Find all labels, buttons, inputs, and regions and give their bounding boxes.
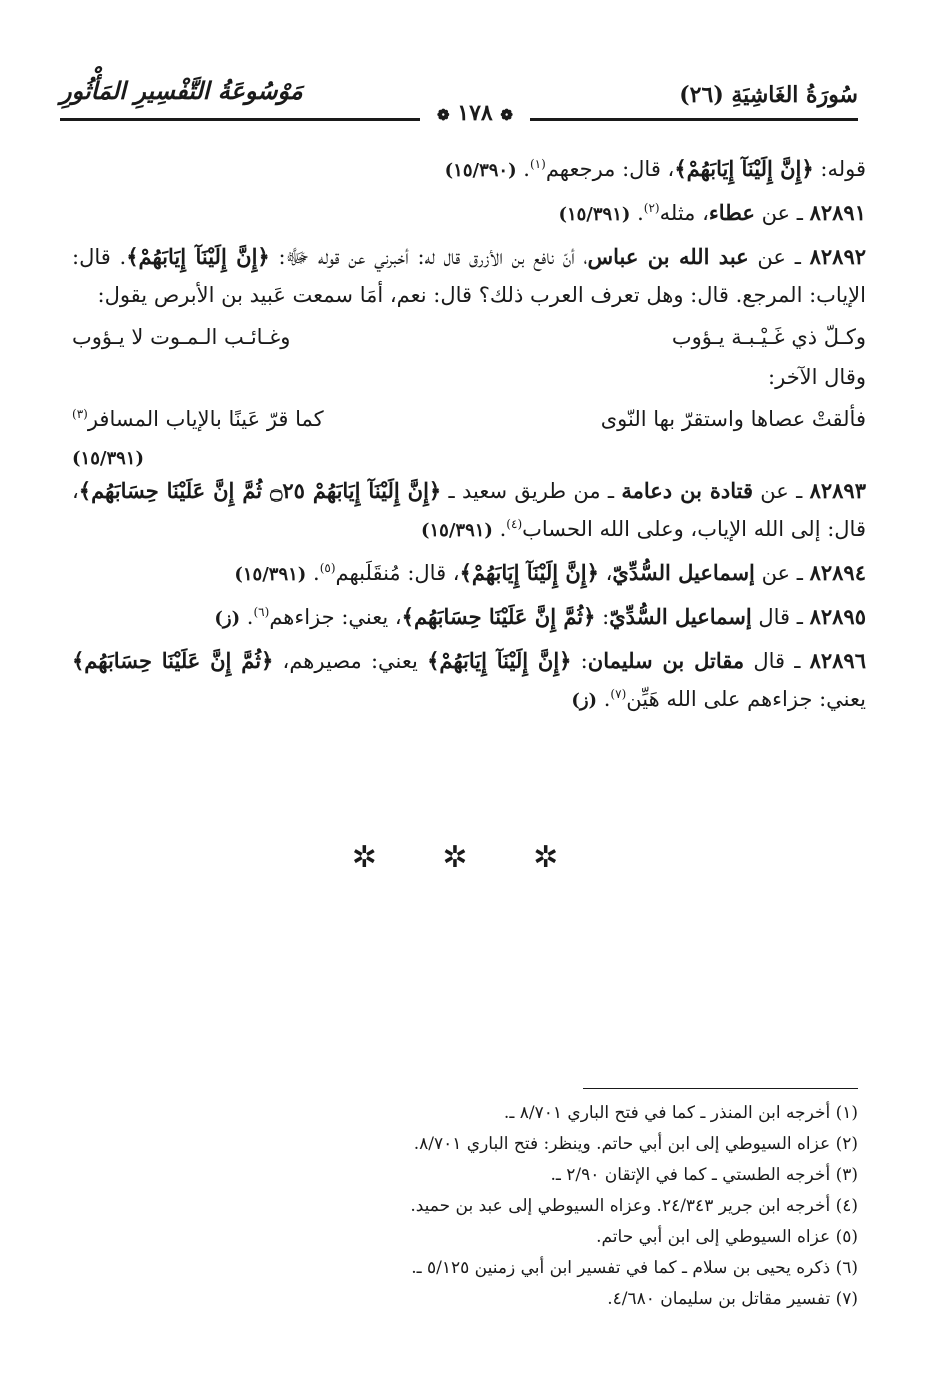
text: ، قال: مرجعهم — [545, 157, 675, 181]
paragraph: وقال الآخر: — [768, 365, 866, 389]
poetry-verse — [72, 400, 866, 440]
footnote-marker[interactable]: (٤) — [506, 517, 523, 531]
text: ـ عن — [754, 201, 810, 225]
text: ـ من طريق سعيد ـ — [441, 479, 622, 503]
quran-quote: ﴿إِنَّ إِلَيْنَآ إِيَابَهُمْ﴾ — [459, 560, 599, 585]
volume-reference: (١٥/٣٩٠) — [444, 160, 517, 181]
header-rule-right — [500, 118, 858, 121]
footnote-marker[interactable]: (٣) — [72, 407, 88, 421]
text: ، أنّ نافع بن الأزرق قال له: أخبرني عن قوله ﷻ: — [269, 245, 588, 269]
narrator-name: عطاء — [708, 200, 755, 225]
footnotes — [80, 1098, 858, 1315]
footnote-marker[interactable]: (٥) — [319, 561, 336, 575]
footnote: (٥) عزاه السيوطي إلى ابن أبي حاتم. — [596, 1227, 858, 1247]
verse-second-hemistich — [72, 400, 324, 440]
footnote-marker[interactable]: (٦) — [253, 605, 270, 619]
text: : — [571, 649, 588, 673]
text: . قال: الإياب: المرجع. قال: وهل تعرف العرب ذلك؟ قال: نعم، أمَا سمعت عَبيد بن الأبرص يقول: — [72, 245, 866, 307]
book-title: مَوْسُوعَةُ التَّفْسِيرِ المَأْثُورِ — [60, 76, 303, 105]
text: يعني: مصيرهم، — [273, 649, 428, 673]
narration-number: ٨٢٨٩٣ — [809, 478, 866, 503]
volume-reference: (ز) — [571, 690, 598, 711]
text: ـ عن — [753, 479, 810, 503]
text: ـ عن — [748, 245, 810, 269]
text: . — [597, 687, 611, 711]
volume-reference: (١٥/٣٩١) — [420, 520, 493, 541]
narrator-name: قتادة بن دعامة — [621, 478, 753, 503]
text: كما قرّ عَينًا بالإياب المسافر — [87, 407, 324, 431]
section-separator: ✲ ✲ ✲ — [351, 840, 587, 875]
narration-number: ٨٢٨٩١ — [809, 200, 866, 225]
text: ، — [598, 561, 613, 585]
text: ، يعني: جزاءهم — [269, 605, 402, 629]
quran-quote: ﴿إِنَّ إِلَيْنَآ إِيَابَهُمْ ۝٢٥ ثُمَّ إِنَّ عَلَيْنَا حِسَابَهُم﴾ — [78, 478, 442, 503]
text: . — [492, 517, 507, 541]
text: ، قال: إلى الله الإياب، وعلى الله الحساب — [72, 479, 866, 541]
footnote-marker[interactable]: (٢) — [643, 201, 660, 215]
text: ـ قال — [751, 605, 810, 629]
page-number — [420, 100, 530, 126]
quran-quote: ﴿ثُمَّ إِنَّ عَلَيْنَا حِسَابَهُم﴾ — [72, 648, 274, 673]
footnote: (٦) ذكره يحيى بن سلام ـ كما في تفسير ابن أبي زمنين ٥/١٢٥ ـ. — [411, 1258, 858, 1278]
volume-reference: (١٥/٣٩١) — [558, 204, 631, 225]
narrator-name: مقاتل بن سليمان — [587, 648, 745, 673]
narration-item — [72, 642, 866, 720]
text: : — [595, 605, 610, 629]
narration-number: ٨٢٨٩٤ — [809, 560, 866, 585]
quran-quote: ﴿إِنَّ إِلَيْنَآ إِيَابَهُمْ﴾ — [674, 156, 814, 181]
narrator-name: إسماعيل السُّدِّيّ — [609, 604, 752, 629]
verse-first-hemistich: وكـلّ ذي غَـيْـبـة يـؤوب — [671, 325, 866, 349]
text: ، مثله — [659, 201, 709, 225]
narrator-name: إسماعيل السُّدِّيّ — [612, 560, 755, 585]
quran-quote: ﴿إِنَّ إِلَيْنَآ إِيَابَهُمْ﴾ — [126, 244, 270, 269]
footnote-marker[interactable]: (٧) — [610, 687, 627, 701]
narration-item — [72, 472, 866, 550]
narrator-name: عبد الله بن عباس — [587, 244, 749, 269]
verse-second-hemistich: وغـائـب الـمـوت لا يـؤوب — [72, 325, 291, 349]
main-text — [72, 150, 866, 724]
narration-number: ٨٢٨٩٥ — [809, 604, 866, 629]
text: . — [630, 201, 644, 225]
narration-number: ٨٢٨٩٦ — [809, 648, 866, 673]
narration-item — [72, 554, 866, 594]
footnote-marker[interactable]: (١) — [529, 157, 546, 171]
volume-reference: (١٥/٣٩١) — [72, 448, 144, 469]
text: ـ عن — [754, 561, 810, 585]
text: . — [516, 157, 530, 181]
volume-reference: (ز) — [214, 608, 241, 629]
text: يعني: جزاءهم على الله هَيِّن — [626, 687, 866, 711]
footnote: (٤) أخرجه ابن جرير ٢٤/٣٤٣. وعزاه السيوطي إلى عبد بن حميد. — [410, 1196, 858, 1216]
volume-reference: (١٥/٣٩١) — [234, 564, 307, 585]
verse-first-hemistich: فألقتْ عصاها واستقرّ بها النّوى — [600, 407, 866, 431]
footnote: (٧) تفسير مقاتل بن سليمان ٤/٦٨٠. — [607, 1289, 858, 1309]
narration-item — [72, 194, 866, 234]
ornament-icon: ❁ — [500, 106, 513, 124]
text: ـ قال — [744, 649, 810, 673]
narration-number: ٨٢٨٩٢ — [809, 244, 867, 269]
text: ، قال: مُنقَلَبهم — [335, 561, 460, 585]
narration-item — [72, 238, 866, 314]
footnote: (٣) أخرجه الطستي ـ كما في الإتقان ٢/٩٠ ـ. — [550, 1165, 858, 1185]
text: قوله: — [813, 157, 866, 181]
narration-item — [72, 598, 866, 638]
page-number-value: ١٧٨ — [457, 100, 493, 126]
ornament-icon: ❁ — [437, 106, 450, 124]
text: . — [306, 561, 320, 585]
poetry-verse — [72, 318, 866, 358]
quran-quote: ﴿ثُمَّ إِنَّ عَلَيْنَا حِسَابَهُم﴾ — [401, 604, 596, 629]
surah-title: سُورَةُ الغَاشِيَةِ (٢٦) — [679, 82, 858, 108]
footnote-divider — [583, 1088, 858, 1089]
text: . — [240, 605, 254, 629]
footnote: (١) أخرجه ابن المنذر ـ كما في فتح الباري ٨/٧٠١ ـ. — [503, 1103, 858, 1123]
footnote: (٢) عزاه السيوطي إلى ابن أبي حاتم. وينظر: فتح الباري ٨/٧٠١. — [413, 1134, 858, 1154]
paragraph — [72, 150, 866, 190]
quran-quote: ﴿إِنَّ إِلَيْنَآ إِيَابَهُمْ﴾ — [427, 648, 572, 673]
